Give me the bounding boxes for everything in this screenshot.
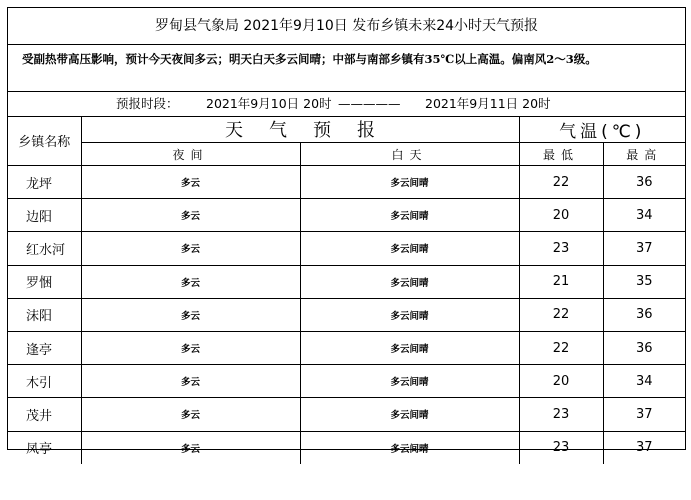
low-temp-cell: 22	[519, 298, 603, 331]
high-temp-cell: 37	[603, 232, 685, 265]
forecast-period	[8, 92, 685, 117]
header-town: 乡镇名称	[8, 116, 81, 166]
high-temp-cell: 34	[603, 199, 685, 232]
low-temp-cell: 20	[519, 199, 603, 232]
night-weather-cell: 多云	[81, 431, 300, 464]
low-temp-cell: 21	[519, 265, 603, 298]
table-row	[8, 365, 685, 398]
header-row-main	[8, 116, 685, 143]
header-temperature: 气温(℃)	[519, 116, 685, 143]
table-row	[8, 431, 685, 464]
night-weather-cell: 多云	[81, 298, 300, 331]
day-weather-cell: 多云间晴	[300, 265, 519, 298]
table-row	[8, 398, 685, 431]
night-weather-cell: 多云	[81, 232, 300, 265]
high-temp-cell: 37	[603, 431, 685, 464]
day-weather-cell: 多云间晴	[300, 431, 519, 464]
forecast-sheet	[7, 7, 686, 458]
high-temp-cell: 36	[603, 166, 685, 199]
night-weather-cell: 多云	[81, 199, 300, 232]
town-cell: 木引	[8, 365, 81, 398]
period-start: 2021年9月10日 20时	[206, 96, 332, 111]
low-temp-cell: 23	[519, 232, 603, 265]
town-cell: 凤亭	[8, 431, 81, 464]
forecast-table	[8, 116, 685, 464]
header-forecast: 天气预报	[81, 116, 519, 143]
period-label: 预报时段：	[116, 96, 179, 111]
table-row	[8, 331, 685, 364]
header-low: 最低	[519, 143, 603, 166]
table-row	[8, 199, 685, 232]
low-temp-cell: 20	[519, 365, 603, 398]
town-cell: 红水河	[8, 232, 81, 265]
day-weather-cell: 多云间晴	[300, 331, 519, 364]
table-row	[8, 298, 685, 331]
low-temp-cell: 22	[519, 166, 603, 199]
day-weather-cell: 多云间晴	[300, 166, 519, 199]
town-cell: 龙坪	[8, 166, 81, 199]
high-temp-cell: 34	[603, 365, 685, 398]
day-weather-cell: 多云间晴	[300, 365, 519, 398]
night-weather-cell: 多云	[81, 265, 300, 298]
high-temp-cell: 37	[603, 398, 685, 431]
low-temp-cell: 23	[519, 431, 603, 464]
day-weather-cell: 多云间晴	[300, 232, 519, 265]
document-title: 罗甸县气象局 2021年9月10日 发布乡镇未来24小时天气预报	[8, 8, 685, 45]
period-end: 2021年9月11日 20时	[425, 96, 551, 111]
header-day: 白天	[300, 143, 519, 166]
town-cell: 边阳	[8, 199, 81, 232]
header-row-sub	[8, 143, 685, 166]
day-weather-cell: 多云间晴	[300, 298, 519, 331]
town-cell: 逢亭	[8, 331, 81, 364]
header-high: 最高	[603, 143, 685, 166]
town-cell: 沫阳	[8, 298, 81, 331]
forecast-summary: 受副热带高压影响，预计今天夜间多云；明天白天多云间晴；中部与南部乡镇有35℃以上高温。偏南风2～3级。	[8, 44, 685, 92]
high-temp-cell: 36	[603, 298, 685, 331]
table-row	[8, 265, 685, 298]
night-weather-cell: 多云	[81, 398, 300, 431]
header-night: 夜间	[81, 143, 300, 166]
high-temp-cell: 35	[603, 265, 685, 298]
table-row	[8, 166, 685, 199]
town-cell: 罗悃	[8, 265, 81, 298]
night-weather-cell: 多云	[81, 365, 300, 398]
day-weather-cell: 多云间晴	[300, 199, 519, 232]
town-cell: 茂井	[8, 398, 81, 431]
day-weather-cell: 多云间晴	[300, 398, 519, 431]
low-temp-cell: 22	[519, 331, 603, 364]
period-dash: —————	[338, 96, 401, 111]
low-temp-cell: 23	[519, 398, 603, 431]
table-row	[8, 232, 685, 265]
high-temp-cell: 36	[603, 331, 685, 364]
night-weather-cell: 多云	[81, 166, 300, 199]
night-weather-cell: 多云	[81, 331, 300, 364]
